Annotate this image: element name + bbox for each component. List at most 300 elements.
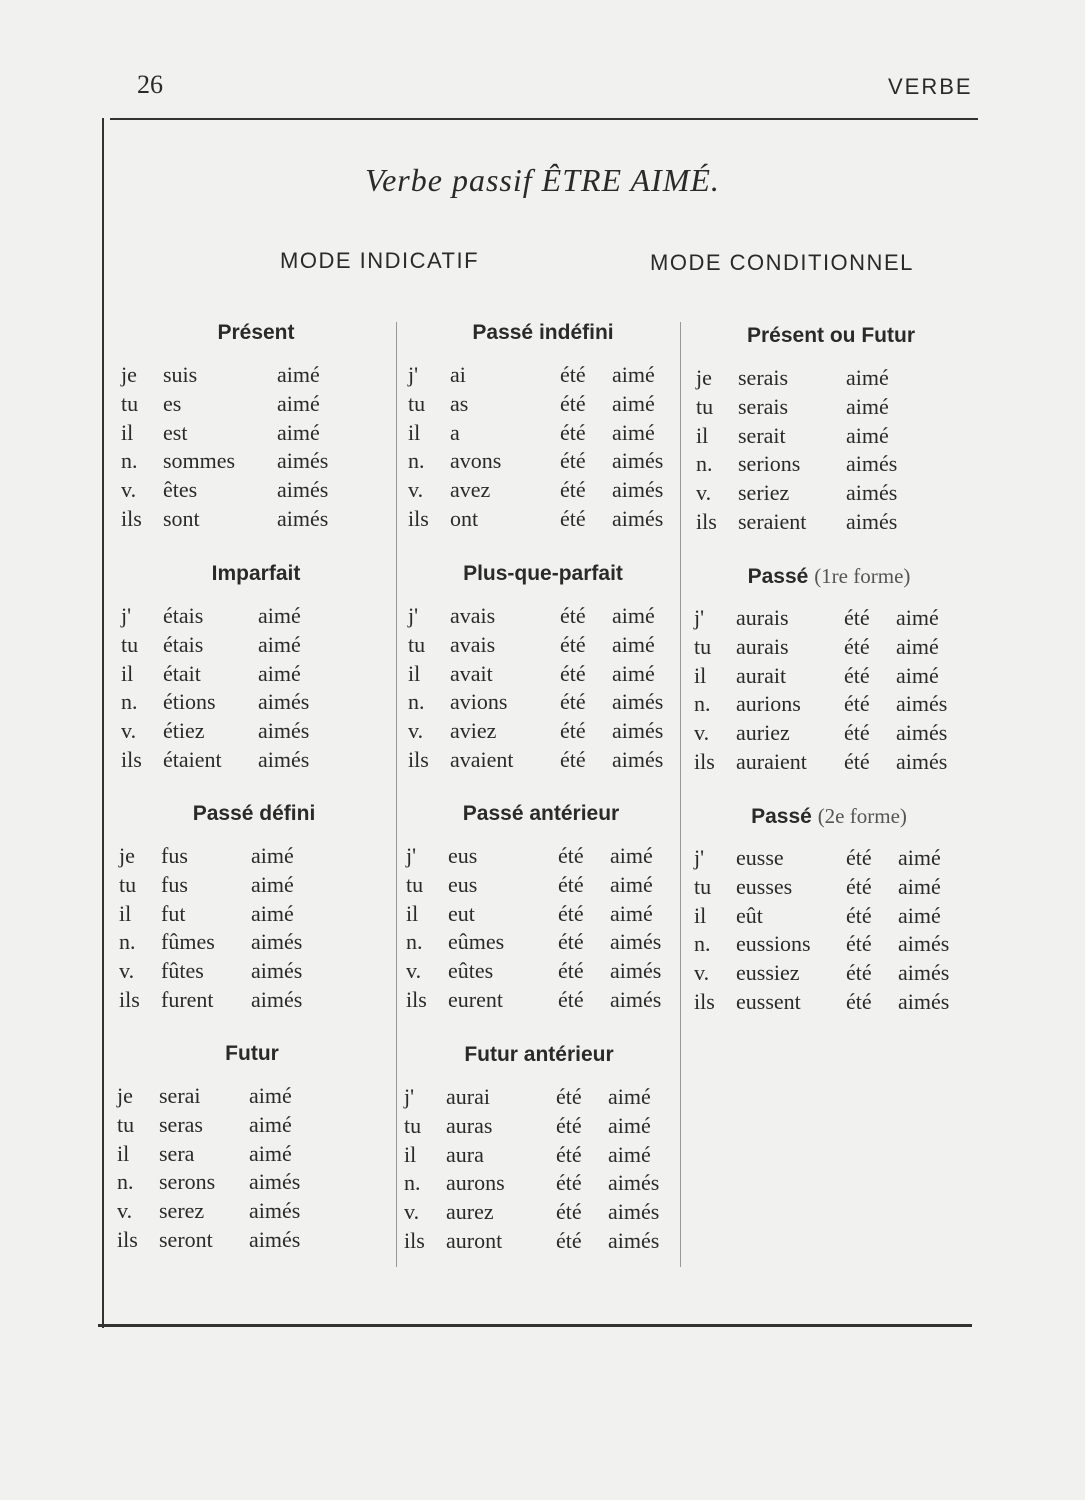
tense-title-present: Présent	[217, 321, 295, 344]
conjugation-verb: aurai	[446, 1084, 490, 1109]
conjugation-part3: aimés	[846, 508, 898, 534]
tense-title-futur: Futur	[225, 1042, 279, 1065]
conjugation-part4: aimés	[608, 1170, 660, 1196]
conjugation-row	[119, 957, 389, 986]
conjugation-row	[694, 662, 964, 691]
conjugation-pronoun: n.	[696, 451, 713, 477]
page-header-title: VERBE	[888, 74, 973, 99]
conjugation-part4: aimé	[608, 1084, 651, 1109]
conjugation-part3: été	[558, 986, 584, 1012]
conjugation-pronoun: j'	[694, 845, 705, 870]
conjugation-part4: aimés	[896, 720, 948, 746]
conjugation-part3: été	[844, 633, 870, 659]
conjugation-part3: été	[846, 873, 872, 899]
conjugation-part4: aimé	[610, 900, 653, 926]
tense-rows-cond-passe-2	[694, 844, 964, 1017]
conjugation-verb: avez	[450, 477, 491, 503]
conjugation-row	[121, 631, 391, 660]
conjugation-verb: eus	[448, 871, 478, 897]
conjugation-verb: auras	[446, 1112, 493, 1138]
conjugation-pronoun: tu	[119, 871, 137, 897]
conjugation-verb: serais	[738, 365, 789, 390]
conjugation-verb: sommes	[163, 448, 236, 474]
conjugation-pronoun: n.	[117, 1169, 134, 1195]
conjugation-part4: aimé	[896, 633, 939, 659]
tense-plus-que-parfait	[408, 559, 678, 775]
conjugation-pronoun: il	[694, 902, 707, 928]
conjugation-row	[117, 1197, 387, 1226]
conjugation-row	[406, 871, 676, 900]
conjugation-part4: aimés	[896, 748, 948, 774]
conjugation-verb: eûtes	[448, 958, 494, 984]
conjugation-row	[694, 719, 964, 748]
conjugation-verb: aurons	[446, 1170, 505, 1196]
conjugation-verb: aurais	[736, 633, 789, 659]
conjugation-verb: ai	[450, 362, 466, 387]
conjugation-verb: a	[450, 419, 460, 445]
conjugation-row	[117, 1082, 387, 1111]
conjugation-verb: eusses	[736, 873, 793, 899]
conjugation-part3: aimés	[258, 689, 310, 715]
tense-futur	[117, 1039, 387, 1255]
conjugation-pronoun: tu	[406, 871, 424, 897]
conjugation-verb: eut	[448, 900, 475, 926]
conjugation-row	[121, 717, 391, 746]
tense-title-cond-present: Présent ou Futur	[746, 324, 915, 347]
conjugation-part3: aimés	[277, 448, 329, 474]
conjugation-part3: été	[556, 1227, 582, 1253]
conjugation-pronoun: il	[406, 900, 419, 926]
conjugation-pronoun: il	[408, 419, 421, 445]
conjugation-verb: auraient	[736, 748, 807, 774]
conjugation-row	[119, 900, 389, 929]
conjugation-row	[408, 660, 678, 689]
conjugation-row	[408, 390, 678, 419]
conjugation-part3: aimés	[251, 929, 303, 955]
conjugation-part4: aimé	[612, 390, 655, 416]
tense-rows-passe-anterieur	[406, 842, 676, 1015]
conjugation-row	[408, 476, 678, 505]
conjugation-pronoun: n.	[408, 689, 425, 715]
conjugation-verb: auront	[446, 1227, 503, 1253]
conjugation-part3: aimés	[249, 1169, 301, 1195]
conjugation-verb: étions	[163, 689, 216, 715]
conjugation-part4: aimé	[896, 605, 939, 630]
conjugation-part3: été	[846, 931, 872, 957]
conjugation-pronoun: tu	[408, 390, 426, 416]
tense-title-cond-passe-2: Passé (2e forme)	[751, 804, 907, 828]
conjugation-part4: aimés	[612, 689, 664, 715]
conjugation-pronoun: v.	[121, 477, 137, 503]
tense-imparfait	[121, 559, 391, 775]
conjugation-verb: suis	[163, 362, 198, 387]
conjugation-part4: aimé	[612, 603, 655, 628]
conjugation-part3: été	[846, 902, 872, 928]
conjugation-part3: aimés	[277, 505, 329, 531]
conjugation-pronoun: tu	[694, 873, 712, 899]
conjugation-pronoun: il	[694, 662, 707, 688]
conjugation-row	[696, 450, 966, 479]
conjugation-pronoun: tu	[696, 393, 714, 419]
conjugation-row	[408, 505, 678, 534]
conjugation-part4: aimés	[610, 929, 662, 955]
conjugation-pronoun: ils	[408, 746, 429, 772]
conjugation-part3: aimé	[258, 660, 301, 686]
conjugation-part3: aimé	[251, 871, 294, 897]
conjugation-part3: aimé	[846, 365, 889, 390]
conjugation-verb: étaient	[163, 746, 222, 772]
conjugation-pronoun: je	[117, 1083, 133, 1108]
conjugation-verb: aviez	[450, 718, 497, 744]
conjugation-part3: aimés	[249, 1198, 301, 1224]
conjugation-part3: été	[556, 1141, 582, 1167]
conjugation-part3: aimé	[277, 419, 320, 445]
conjugation-verb: seront	[159, 1226, 213, 1252]
conjugation-pronoun: j'	[406, 843, 417, 868]
conjugation-row	[119, 986, 389, 1015]
conjugation-pronoun: v.	[696, 480, 712, 506]
conjugation-part4: aimés	[896, 691, 948, 717]
conjugation-pronoun: j'	[408, 603, 419, 628]
conjugation-pronoun: je	[121, 362, 137, 387]
conjugation-pronoun: il	[696, 422, 709, 448]
conjugation-row	[696, 479, 966, 508]
tense-rows-imparfait	[121, 602, 391, 775]
conjugation-verb: aura	[446, 1141, 484, 1167]
conjugation-verb: fus	[161, 843, 188, 868]
conjugation-verb: seras	[159, 1111, 203, 1137]
conjugation-part3: été	[556, 1112, 582, 1138]
conjugation-row	[404, 1227, 674, 1256]
conjugation-part3: été	[560, 477, 586, 503]
conjugation-part4: aimés	[612, 505, 664, 531]
conjugation-row	[117, 1226, 387, 1255]
conjugation-part3: été	[844, 720, 870, 746]
conjugation-row	[696, 508, 966, 537]
conjugation-verb: serez	[159, 1198, 205, 1224]
conjugation-pronoun: v.	[404, 1199, 420, 1225]
conjugation-row	[121, 476, 391, 505]
conjugation-verb: auriez	[736, 720, 790, 746]
conjugation-verb: avait	[450, 660, 493, 686]
tense-title-passe-indefini: Passé indéfini	[472, 321, 614, 344]
conjugation-part4: aimé	[898, 902, 941, 928]
tense-futur-anterieur	[404, 1040, 674, 1256]
conjugation-pronoun: v.	[121, 718, 137, 744]
conjugation-verb: eût	[736, 902, 763, 928]
conjugation-verb: eussent	[736, 988, 801, 1014]
tense-rows-passe-defini	[119, 842, 389, 1015]
conjugation-pronoun: tu	[121, 390, 139, 416]
conjugation-part3: aimé	[249, 1111, 292, 1137]
frame-top-rule	[110, 118, 978, 120]
conjugation-verb: eus	[448, 843, 478, 868]
tense-cond-passe-1	[694, 561, 964, 777]
conjugation-verb: seriez	[738, 480, 790, 506]
conjugation-pronoun: n.	[121, 689, 138, 715]
conjugation-pronoun: j'	[694, 605, 705, 630]
conjugation-part4: aimés	[608, 1227, 660, 1253]
conjugation-verb: eussiez	[736, 960, 800, 986]
conjugation-part3: aimé	[277, 390, 320, 416]
conjugation-pronoun: ils	[121, 505, 142, 531]
conjugation-part3: été	[560, 689, 586, 715]
conjugation-verb: était	[163, 660, 201, 686]
conjugation-verb: ont	[450, 505, 479, 531]
conjugation-part4: aimés	[612, 477, 664, 503]
conjugation-part4: aimé	[610, 871, 653, 897]
conjugation-pronoun: v.	[694, 720, 710, 746]
conjugation-pronoun: j'	[121, 603, 132, 628]
conjugation-pronoun: v.	[408, 477, 424, 503]
conjugation-verb: avons	[450, 448, 502, 474]
conjugation-part4: aimés	[612, 746, 664, 772]
conjugation-part3: été	[844, 662, 870, 688]
conjugation-row	[121, 419, 391, 448]
conjugation-pronoun: ils	[121, 746, 142, 772]
conjugation-row	[406, 928, 676, 957]
conjugation-row	[408, 602, 678, 631]
conjugation-part3: aimés	[846, 480, 898, 506]
tense-title-imparfait: Imparfait	[211, 562, 301, 585]
conjugation-row	[404, 1198, 674, 1227]
conjugation-part3: été	[556, 1199, 582, 1225]
conjugation-verb: seraient	[738, 508, 807, 534]
conjugation-part3: aimé	[249, 1140, 292, 1166]
conjugation-verb: aurez	[446, 1199, 494, 1225]
conjugation-pronoun: v.	[119, 958, 135, 984]
conjugation-row	[694, 690, 964, 719]
conjugation-verb: eurent	[448, 986, 503, 1012]
tense-subtitle-cond-passe-2: (2e forme)	[817, 804, 907, 828]
tense-passe-indefini	[408, 318, 678, 534]
conjugation-row	[404, 1141, 674, 1170]
conjugation-part4: aimés	[898, 931, 950, 957]
tense-title-futur-anterieur: Futur antérieur	[464, 1043, 614, 1066]
conjugation-verb: serait	[738, 422, 786, 448]
conjugation-row	[694, 959, 964, 988]
conjugation-part3: été	[560, 419, 586, 445]
conjugation-part3: aimé	[846, 422, 889, 448]
conjugation-part4: aimé	[612, 419, 655, 445]
conjugation-pronoun: il	[121, 419, 134, 445]
conjugation-pronoun: n.	[121, 448, 138, 474]
conjugation-pronoun: v.	[117, 1198, 133, 1224]
conjugation-part3: aimés	[249, 1226, 301, 1252]
conjugation-pronoun: il	[117, 1140, 130, 1166]
conjugation-verb: êtes	[163, 477, 198, 503]
conjugation-row	[406, 986, 676, 1015]
conjugation-part4: aimés	[608, 1199, 660, 1225]
conjugation-part3: été	[560, 660, 586, 686]
conjugation-row	[121, 361, 391, 390]
conjugation-part3: aimés	[258, 746, 310, 772]
tense-rows-futur-anterieur	[404, 1083, 674, 1256]
conjugation-row	[117, 1111, 387, 1140]
conjugation-row	[694, 902, 964, 931]
mode-conditionnel-heading: MODE CONDITIONNEL	[650, 250, 914, 275]
conjugation-part4: aimé	[608, 1141, 651, 1167]
conjugation-verb: avais	[450, 631, 496, 657]
conjugation-pronoun: ils	[694, 988, 715, 1014]
conjugation-row	[694, 604, 964, 633]
tense-rows-cond-present	[696, 364, 966, 537]
conjugation-verb: avions	[450, 689, 508, 715]
conjugation-part3: aimé	[258, 603, 301, 628]
conjugation-pronoun: ils	[404, 1227, 425, 1253]
conjugation-row	[117, 1140, 387, 1169]
tense-present	[121, 318, 391, 534]
conjugation-pronoun: il	[408, 660, 421, 686]
conjugation-row	[121, 505, 391, 534]
conjugation-pronoun: n.	[119, 929, 136, 955]
conjugation-row	[121, 660, 391, 689]
conjugation-part3: été	[846, 845, 872, 870]
conjugation-pronoun: il	[119, 900, 132, 926]
conjugation-row	[696, 364, 966, 393]
conjugation-pronoun: tu	[117, 1111, 135, 1137]
conjugation-row	[121, 390, 391, 419]
conjugation-part3: aimés	[277, 477, 329, 503]
conjugation-pronoun: n.	[694, 931, 711, 957]
page-number: 26	[137, 70, 163, 99]
conjugation-row	[694, 844, 964, 873]
conjugation-part4: aimés	[898, 960, 950, 986]
tense-rows-cond-passe-1	[694, 604, 964, 777]
conjugation-part4: aimé	[898, 873, 941, 899]
conjugation-verb: sera	[159, 1140, 195, 1166]
conjugation-verb: sont	[163, 505, 200, 531]
conjugation-part4: aimés	[612, 718, 664, 744]
tense-rows-passe-indefini	[408, 361, 678, 534]
conjugation-row	[119, 842, 389, 871]
conjugation-row	[121, 746, 391, 775]
conjugation-verb: avais	[450, 603, 496, 628]
conjugation-part4: aimé	[610, 843, 653, 868]
conjugation-verb: furent	[161, 986, 214, 1012]
conjugation-pronoun: j'	[404, 1084, 415, 1109]
conjugation-row	[406, 957, 676, 986]
conjugation-part3: été	[558, 843, 584, 868]
conjugation-part4: aimé	[612, 660, 655, 686]
tense-title-cond-passe-1: Passé (1re forme)	[747, 564, 911, 588]
mode-indicatif-heading: MODE INDICATIF	[280, 248, 480, 273]
conjugation-row	[119, 871, 389, 900]
conjugation-row	[117, 1168, 387, 1197]
conjugation-row	[404, 1169, 674, 1198]
conjugation-verb: fûmes	[161, 929, 215, 955]
conjugation-pronoun: n.	[408, 448, 425, 474]
conjugation-part3: été	[556, 1170, 582, 1196]
conjugation-verb: étais	[163, 631, 204, 657]
conjugation-part3: été	[560, 746, 586, 772]
conjugation-pronoun: tu	[408, 631, 426, 657]
conjugation-pronoun: v.	[406, 958, 422, 984]
conjugation-pronoun: ils	[694, 748, 715, 774]
tense-rows-futur	[117, 1082, 387, 1255]
conjugation-part4: aimé	[898, 845, 941, 870]
conjugation-pronoun: tu	[121, 631, 139, 657]
conjugation-part3: aimé	[251, 843, 294, 868]
conjugation-row	[694, 988, 964, 1017]
conjugation-part3: été	[560, 390, 586, 416]
conjugation-pronoun: v.	[408, 718, 424, 744]
conjugation-pronoun: je	[696, 365, 712, 390]
conjugation-part3: été	[556, 1084, 582, 1109]
conjugation-row	[408, 361, 678, 390]
conjugation-row	[408, 688, 678, 717]
conjugation-part4: aimé	[612, 362, 655, 387]
conjugation-row	[694, 748, 964, 777]
tense-cond-present	[696, 321, 966, 537]
conjugation-row	[694, 873, 964, 902]
conjugation-part3: été	[558, 900, 584, 926]
conjugation-pronoun: ils	[117, 1226, 138, 1252]
conjugation-part4: aimé	[608, 1112, 651, 1138]
conjugation-part3: aimés	[258, 718, 310, 744]
conjugation-row	[404, 1112, 674, 1141]
conjugation-pronoun: tu	[404, 1112, 422, 1138]
conjugation-verb: aurais	[736, 605, 789, 630]
conjugation-verb: es	[163, 390, 182, 416]
conjugation-part3: été	[560, 631, 586, 657]
conjugation-row	[694, 930, 964, 959]
conjugation-row	[404, 1083, 674, 1112]
conjugation-verb: serions	[738, 451, 801, 477]
conjugation-part3: aimé	[277, 362, 320, 387]
tense-title-passe-defini: Passé défini	[192, 802, 316, 825]
conjugation-row	[408, 419, 678, 448]
conjugation-row	[408, 746, 678, 775]
column-divider-right	[680, 322, 681, 1267]
conjugation-pronoun: v.	[694, 960, 710, 986]
conjugation-part3: été	[558, 871, 584, 897]
conjugation-part3: été	[846, 988, 872, 1014]
conjugation-part3: été	[844, 605, 870, 630]
conjugation-part3: été	[560, 362, 586, 387]
conjugation-pronoun: je	[119, 843, 135, 868]
tense-passe-anterieur	[406, 799, 676, 1015]
conjugation-pronoun: n.	[406, 929, 423, 955]
conjugation-verb: eusse	[736, 845, 784, 870]
tense-cond-passe-2	[694, 801, 964, 1017]
conjugation-part3: aimé	[251, 900, 294, 926]
conjugation-pronoun: ils	[406, 986, 427, 1012]
conjugation-pronoun: n.	[694, 691, 711, 717]
conjugation-part4: aimés	[610, 958, 662, 984]
frame-left-rule	[102, 118, 104, 1328]
conjugation-part3: aimés	[846, 451, 898, 477]
tense-title-passe-anterieur: Passé antérieur	[462, 802, 620, 825]
conjugation-verb: serai	[159, 1083, 201, 1108]
conjugation-verb: étiez	[163, 718, 205, 744]
frame-bottom-rule	[98, 1324, 972, 1327]
conjugation-part3: été	[844, 748, 870, 774]
conjugation-row	[408, 631, 678, 660]
tense-subtitle-cond-passe-1: (1re forme)	[814, 564, 911, 588]
conjugation-pronoun: n.	[404, 1170, 421, 1196]
conjugation-row	[121, 447, 391, 476]
conjugation-part3: aimé	[249, 1083, 292, 1108]
conjugation-pronoun: j'	[408, 362, 419, 387]
conjugation-part4: aimés	[612, 448, 664, 474]
conjugation-verb: est	[163, 419, 188, 445]
conjugation-verb: avaient	[450, 746, 514, 772]
conjugation-part4: aimé	[896, 662, 939, 688]
conjugation-pronoun: ils	[408, 505, 429, 531]
conjugation-part3: aimés	[251, 958, 303, 984]
conjugation-part4: aimé	[612, 631, 655, 657]
